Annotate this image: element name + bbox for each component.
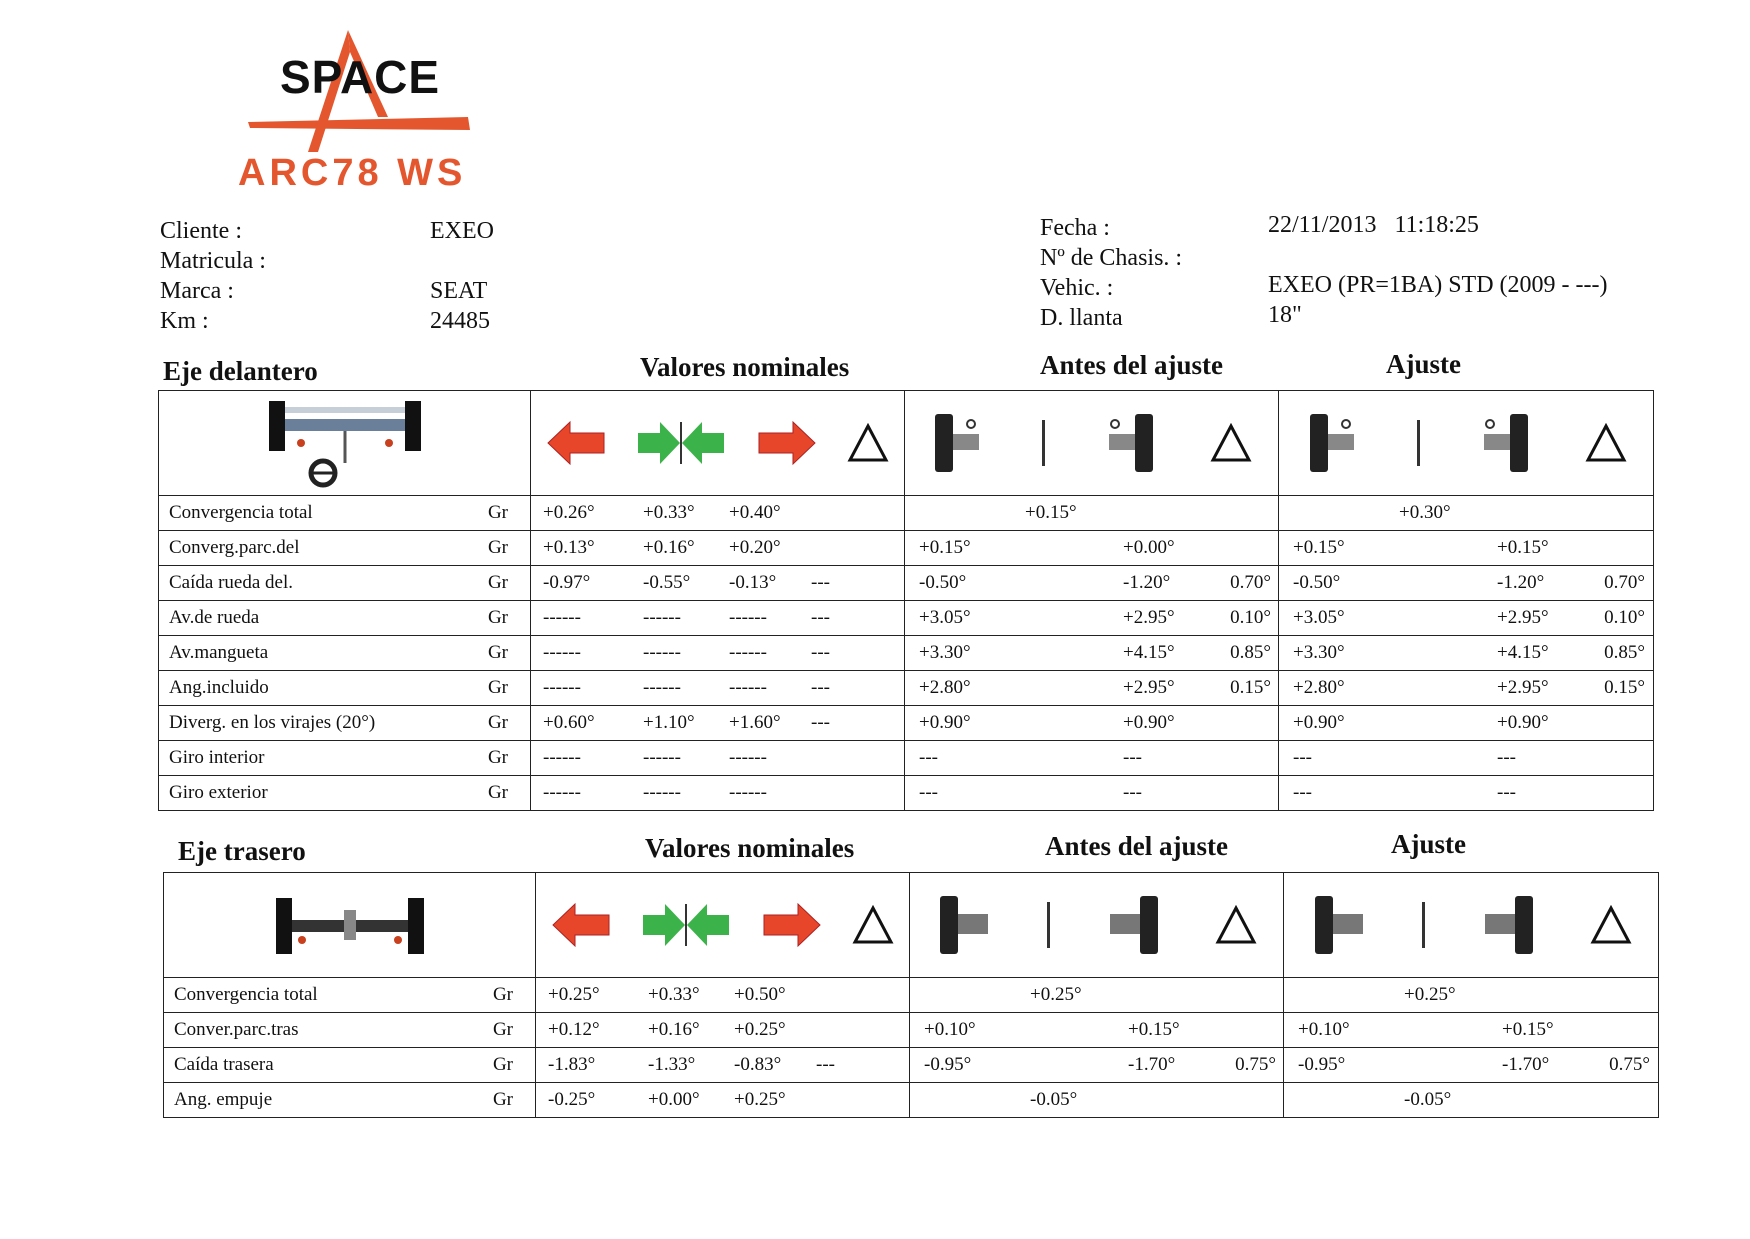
after-left: +0.15° <box>1293 537 1345 558</box>
plate-value <box>430 246 494 276</box>
time-value: 11:18:25 <box>1394 212 1479 238</box>
row-label-cell <box>164 978 536 1013</box>
rear-before-icons-cell <box>910 873 1284 978</box>
nominal-min: +0.25° <box>548 984 600 1005</box>
after-right: -1.20° <box>1497 572 1545 593</box>
row-label-cell <box>164 1013 536 1048</box>
nominal-cell <box>531 741 905 776</box>
converge-green-icon <box>636 420 726 466</box>
front-after-title: Ajuste <box>1386 349 1461 379</box>
wheel-left-icon <box>936 892 992 958</box>
chassis-value <box>1268 240 1608 270</box>
wheel-right-icon <box>1476 410 1532 476</box>
plate-label: Matricula : <box>160 248 266 274</box>
nominal-min: ------ <box>543 677 581 698</box>
row-label-cell <box>164 1083 536 1118</box>
before-right: -1.70° <box>1128 1054 1176 1075</box>
after-cell <box>1279 636 1654 671</box>
before-left: -0.50° <box>919 572 967 593</box>
wheel-right-icon <box>1481 892 1537 958</box>
row-unit: Gr <box>487 712 508 733</box>
before-right: +2.95° <box>1123 677 1175 698</box>
before-left: +0.15° <box>919 537 971 558</box>
after-cell <box>1284 978 1659 1013</box>
nominal-tol: --- <box>811 607 830 628</box>
after-right: --- <box>1497 747 1516 768</box>
before-cell <box>905 671 1279 706</box>
date-value: 22/11/2013 <box>1268 212 1377 238</box>
table-row <box>159 566 1654 601</box>
row-unit: Gr <box>492 1054 513 1075</box>
front-axle-table <box>158 390 1654 811</box>
nominal-mid: +0.16° <box>643 537 695 558</box>
date-label: Fecha : <box>1040 215 1110 241</box>
nominal-cell <box>531 776 905 811</box>
before-cell <box>905 566 1279 601</box>
front-title: Eje delantero <box>163 356 318 386</box>
nominal-cell <box>536 1083 910 1118</box>
arrow-left-red-icon <box>546 420 606 466</box>
rear-before-title: Antes del ajuste <box>1045 831 1228 861</box>
before-total: +0.15° <box>1025 502 1077 523</box>
row-label-cell <box>159 531 531 566</box>
row-label: Giro interior <box>169 747 265 768</box>
separator-bar-icon <box>1420 902 1428 948</box>
rear-after-title: Ajuste <box>1391 829 1466 859</box>
logo-sub: ARC78 WS <box>238 152 467 194</box>
before-diff: 0.10° <box>1230 607 1271 628</box>
vehic-label: Vehic. : <box>1040 275 1114 301</box>
nominal-mid: ------ <box>643 642 681 663</box>
nominal-max: ------ <box>729 677 767 698</box>
rim-value: 18" <box>1268 302 1302 328</box>
after-left: +3.30° <box>1293 642 1345 663</box>
nominal-cell <box>531 636 905 671</box>
after-cell <box>1279 496 1654 531</box>
after-diff: 0.10° <box>1604 607 1645 628</box>
wheel-left-icon <box>931 410 987 476</box>
after-cell <box>1284 1013 1659 1048</box>
row-unit: Gr <box>492 984 513 1005</box>
nominal-min: -1.83° <box>548 1054 596 1075</box>
nominal-max: +0.25° <box>734 1089 786 1110</box>
after-total: +0.30° <box>1399 502 1451 523</box>
converge-green-icon <box>641 902 731 948</box>
brand-value: SEAT <box>430 278 488 304</box>
front-header-row <box>159 391 1654 496</box>
row-label-cell <box>164 1048 536 1083</box>
front-nominal-title: Valores nominales <box>640 352 850 382</box>
nominal-tol: --- <box>811 642 830 663</box>
nominal-tol: --- <box>811 712 830 733</box>
before-diff: 0.70° <box>1230 572 1271 593</box>
row-unit: Gr <box>487 677 508 698</box>
nominal-max: +0.50° <box>734 984 786 1005</box>
row-label-cell <box>159 706 531 741</box>
table-row <box>159 496 1654 531</box>
before-left: +2.80° <box>919 677 971 698</box>
row-label: Giro exterior <box>169 782 268 803</box>
after-diff: 0.75° <box>1609 1054 1650 1075</box>
nominal-min: +0.12° <box>548 1019 600 1040</box>
nominal-mid: +0.33° <box>643 502 695 523</box>
nominal-max: ------ <box>729 747 767 768</box>
date-time <box>1268 210 1608 240</box>
nominal-min: ------ <box>543 747 581 768</box>
before-cell <box>910 1048 1284 1083</box>
table-row <box>159 601 1654 636</box>
before-cell <box>905 496 1279 531</box>
wheel-left-icon <box>1306 410 1362 476</box>
nominal-cell <box>536 1013 910 1048</box>
row-label: Caída trasera <box>174 1054 274 1075</box>
nominal-max: -0.13° <box>729 572 777 593</box>
before-cell <box>910 978 1284 1013</box>
after-cell <box>1279 566 1654 601</box>
nominal-cell <box>531 706 905 741</box>
car-axle-icon <box>270 892 430 958</box>
row-label: Converg.parc.del <box>169 537 300 558</box>
rear-nominal-icons-cell <box>536 873 910 978</box>
before-left: +3.05° <box>919 607 971 628</box>
row-unit: Gr <box>487 747 508 768</box>
nominal-min: ------ <box>543 607 581 628</box>
nominal-mid: -0.55° <box>643 572 691 593</box>
before-left: +3.30° <box>919 642 971 663</box>
nominal-max: -0.83° <box>734 1054 782 1075</box>
nominal-tol: --- <box>811 572 830 593</box>
before-cell <box>910 1083 1284 1118</box>
arrow-right-red-icon <box>762 902 822 948</box>
row-label: Ang. empuje <box>174 1089 273 1110</box>
before-left: -0.95° <box>924 1054 972 1075</box>
before-diff: 0.85° <box>1230 642 1271 663</box>
client-value: EXEO <box>430 218 494 244</box>
after-right: +0.90° <box>1497 712 1549 733</box>
after-right: +2.95° <box>1497 677 1549 698</box>
after-left: +0.10° <box>1298 1019 1350 1040</box>
row-label: Caída rueda del. <box>169 572 293 593</box>
brand-label: Marca : <box>160 278 234 304</box>
after-cell <box>1279 601 1654 636</box>
client-labels <box>160 216 266 336</box>
after-cell <box>1284 1048 1659 1083</box>
nominal-mid: +1.10° <box>643 712 695 733</box>
km-label: Km : <box>160 308 209 334</box>
nominal-mid: +0.16° <box>648 1019 700 1040</box>
vehicle-labels <box>1040 213 1182 333</box>
after-left: +2.80° <box>1293 677 1345 698</box>
wheel-left-icon <box>1311 892 1367 958</box>
table-row <box>164 1013 1659 1048</box>
before-right: +0.90° <box>1123 712 1175 733</box>
before-right: +4.15° <box>1123 642 1175 663</box>
row-unit: Gr <box>492 1019 513 1040</box>
vehic-value: EXEO (PR=1BA) STD (2009 - ---) <box>1268 272 1608 298</box>
separator-bar-icon <box>1040 420 1048 466</box>
after-right: +2.95° <box>1497 607 1549 628</box>
before-cell <box>905 531 1279 566</box>
row-label: Conver.parc.tras <box>174 1019 299 1040</box>
table-row <box>164 1083 1659 1118</box>
after-right: +0.15° <box>1502 1019 1554 1040</box>
row-unit: Gr <box>492 1089 513 1110</box>
nominal-max: ------ <box>729 782 767 803</box>
before-cell <box>905 636 1279 671</box>
car-axle-icon <box>265 397 425 489</box>
row-unit: Gr <box>487 502 508 523</box>
before-cell <box>905 776 1279 811</box>
after-right: +4.15° <box>1497 642 1549 663</box>
nominal-min: ------ <box>543 642 581 663</box>
front-before-title: Antes del ajuste <box>1040 350 1223 380</box>
front-car-cell <box>159 391 531 496</box>
row-label-cell <box>159 671 531 706</box>
after-left: +0.90° <box>1293 712 1345 733</box>
after-diff: 0.70° <box>1604 572 1645 593</box>
nominal-max: +0.20° <box>729 537 781 558</box>
nominal-cell <box>531 601 905 636</box>
before-right: +2.95° <box>1123 607 1175 628</box>
nominal-mid: ------ <box>643 782 681 803</box>
before-right: -1.20° <box>1123 572 1171 593</box>
after-cell <box>1279 671 1654 706</box>
nominal-cell <box>531 531 905 566</box>
after-left: -0.50° <box>1293 572 1341 593</box>
nominal-min: ------ <box>543 782 581 803</box>
chassis-label: Nº de Chasis. : <box>1040 245 1183 271</box>
after-left: +3.05° <box>1293 607 1345 628</box>
before-cell <box>905 741 1279 776</box>
before-total: +0.25° <box>1030 984 1082 1005</box>
rear-after-icons-cell <box>1284 873 1659 978</box>
after-right: --- <box>1497 782 1516 803</box>
nominal-cell <box>531 496 905 531</box>
after-left: --- <box>1293 782 1312 803</box>
nominal-tol: --- <box>811 677 830 698</box>
before-diff: 0.15° <box>1230 677 1271 698</box>
after-right: +0.15° <box>1497 537 1549 558</box>
after-total: +0.25° <box>1404 984 1456 1005</box>
arrow-left-red-icon <box>551 902 611 948</box>
nominal-mid: ------ <box>643 607 681 628</box>
after-right: -1.70° <box>1502 1054 1550 1075</box>
nominal-min: +0.26° <box>543 502 595 523</box>
table-row <box>164 978 1659 1013</box>
nominal-cell <box>536 978 910 1013</box>
rear-axle-table <box>163 872 1659 1118</box>
vehicle-values <box>1268 210 1608 330</box>
before-left: +0.10° <box>924 1019 976 1040</box>
nominal-mid: +0.00° <box>648 1089 700 1110</box>
after-cell <box>1279 741 1654 776</box>
before-left: --- <box>919 782 938 803</box>
nominal-mid: +0.33° <box>648 984 700 1005</box>
arrow-right-red-icon <box>757 420 817 466</box>
row-label: Ang.incluido <box>169 677 269 698</box>
nominal-cell <box>531 671 905 706</box>
tolerance-triangle-icon <box>1585 423 1627 463</box>
before-right: +0.15° <box>1128 1019 1180 1040</box>
wheel-right-icon <box>1101 410 1157 476</box>
before-total: -0.05° <box>1030 1089 1078 1110</box>
before-diff: 0.75° <box>1235 1054 1276 1075</box>
row-label: Convergencia total <box>174 984 318 1005</box>
nominal-max: +0.25° <box>734 1019 786 1040</box>
nominal-mid: ------ <box>643 677 681 698</box>
before-right: +0.00° <box>1123 537 1175 558</box>
before-left: +0.90° <box>919 712 971 733</box>
nominal-max: ------ <box>729 642 767 663</box>
tolerance-triangle-icon <box>1210 423 1252 463</box>
row-unit: Gr <box>487 782 508 803</box>
nominal-cell <box>531 566 905 601</box>
nominal-cell <box>536 1048 910 1083</box>
rear-header-row <box>164 873 1659 978</box>
tolerance-triangle-icon <box>852 905 894 945</box>
row-label-cell <box>159 496 531 531</box>
row-label: Diverg. en los virajes (20°) <box>169 712 376 733</box>
nominal-tol: --- <box>816 1054 835 1075</box>
before-cell <box>905 706 1279 741</box>
after-diff: 0.85° <box>1604 642 1645 663</box>
after-cell <box>1279 776 1654 811</box>
front-after-icons-cell <box>1279 391 1654 496</box>
tolerance-triangle-icon <box>847 423 889 463</box>
table-row <box>159 671 1654 706</box>
client-label: Cliente : <box>160 218 242 244</box>
rear-car-cell <box>164 873 536 978</box>
row-unit: Gr <box>487 572 508 593</box>
nominal-mid: -1.33° <box>648 1054 696 1075</box>
front-before-icons-cell <box>905 391 1279 496</box>
row-label: Av.mangueta <box>169 642 269 663</box>
row-label-cell <box>159 741 531 776</box>
nominal-max: +0.40° <box>729 502 781 523</box>
after-diff: 0.15° <box>1604 677 1645 698</box>
before-right: --- <box>1123 747 1142 768</box>
table-row <box>159 776 1654 811</box>
after-left: -0.95° <box>1298 1054 1346 1075</box>
after-total: -0.05° <box>1404 1089 1452 1110</box>
row-unit: Gr <box>487 607 508 628</box>
nominal-mid: ------ <box>643 747 681 768</box>
before-cell <box>905 601 1279 636</box>
logo <box>238 22 498 197</box>
table-row <box>159 741 1654 776</box>
wheel-right-icon <box>1106 892 1162 958</box>
table-row <box>159 706 1654 741</box>
separator-bar-icon <box>1045 902 1053 948</box>
row-unit: Gr <box>487 642 508 663</box>
rear-nominal-title: Valores nominales <box>645 833 855 863</box>
client-values <box>430 216 494 336</box>
rear-title: Eje trasero <box>178 836 306 866</box>
nominal-min: -0.25° <box>548 1089 596 1110</box>
after-cell <box>1279 706 1654 741</box>
nominal-min: +0.13° <box>543 537 595 558</box>
after-cell <box>1284 1083 1659 1118</box>
front-nominal-icons-cell <box>531 391 905 496</box>
row-label: Convergencia total <box>169 502 313 523</box>
after-cell <box>1279 531 1654 566</box>
rim-label: D. llanta <box>1040 305 1123 331</box>
row-label-cell <box>159 601 531 636</box>
table-row <box>159 531 1654 566</box>
nominal-min: -0.97° <box>543 572 591 593</box>
row-unit: Gr <box>487 537 508 558</box>
tolerance-triangle-icon <box>1215 905 1257 945</box>
row-label-cell <box>159 776 531 811</box>
logo-main: SPACE <box>280 51 441 103</box>
before-cell <box>910 1013 1284 1048</box>
after-left: --- <box>1293 747 1312 768</box>
row-label-cell <box>159 566 531 601</box>
separator-bar-icon <box>1415 420 1423 466</box>
row-label-cell <box>159 636 531 671</box>
nominal-max: +1.60° <box>729 712 781 733</box>
before-right: --- <box>1123 782 1142 803</box>
table-row <box>164 1048 1659 1083</box>
row-label: Av.de rueda <box>169 607 260 628</box>
before-left: --- <box>919 747 938 768</box>
table-row <box>159 636 1654 671</box>
nominal-min: +0.60° <box>543 712 595 733</box>
km-value: 24485 <box>430 308 490 334</box>
tolerance-triangle-icon <box>1590 905 1632 945</box>
nominal-max: ------ <box>729 607 767 628</box>
